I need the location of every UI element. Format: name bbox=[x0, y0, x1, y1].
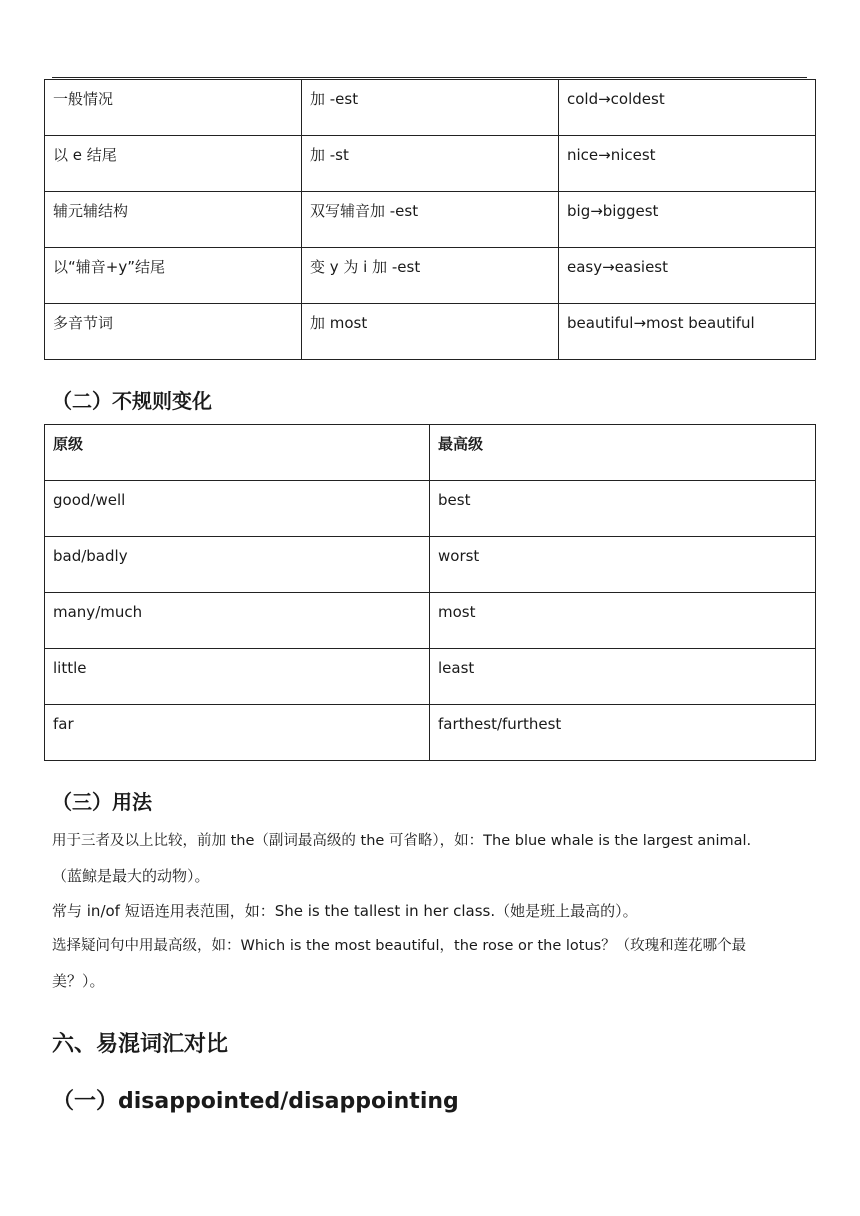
table-row bbox=[45, 304, 816, 360]
irregular-forms-table bbox=[44, 424, 816, 761]
rule-case: 多音节词 bbox=[45, 304, 302, 360]
table-row bbox=[45, 481, 816, 537]
table-row bbox=[45, 705, 816, 761]
section-heading-confusable-words: 六、易混词汇对比 bbox=[52, 1032, 229, 1057]
rule-case: 以 e 结尾 bbox=[45, 136, 302, 192]
positive-form: good/well bbox=[45, 481, 430, 537]
rule-case: 辅元辅结构 bbox=[45, 192, 302, 248]
table-row bbox=[45, 80, 816, 136]
rule-method: 加 -est bbox=[302, 80, 559, 136]
superlative-rules-table bbox=[44, 79, 816, 360]
usage-line: 美？）。 bbox=[52, 972, 105, 990]
positive-form: little bbox=[45, 649, 430, 705]
table-row bbox=[45, 649, 816, 705]
superlative-form: farthest/furthest bbox=[430, 705, 816, 761]
table-row bbox=[45, 537, 816, 593]
section-heading-irregular: （二）不规则变化 bbox=[52, 389, 212, 413]
subsection-heading-disappointed: （一）disappointed/disappointing bbox=[52, 1089, 459, 1114]
table-row bbox=[45, 593, 816, 649]
positive-form: bad/badly bbox=[45, 537, 430, 593]
section-heading-usage: （三）用法 bbox=[52, 790, 152, 814]
positive-form: many/much bbox=[45, 593, 430, 649]
usage-paragraph bbox=[52, 824, 812, 999]
superlative-form: most bbox=[430, 593, 816, 649]
superlative-form: best bbox=[430, 481, 816, 537]
usage-line: （蓝鲸是最大的动物）。 bbox=[52, 867, 210, 885]
top-rule bbox=[52, 77, 807, 78]
table-row bbox=[45, 192, 816, 248]
superlative-form: worst bbox=[430, 537, 816, 593]
table-row bbox=[45, 248, 816, 304]
rule-method: 加 most bbox=[302, 304, 559, 360]
table-header-row bbox=[45, 425, 816, 481]
rule-case: 以“辅音+y”结尾 bbox=[45, 248, 302, 304]
rule-example: big→biggest bbox=[559, 192, 816, 248]
rule-method: 变 y 为 i 加 -est bbox=[302, 248, 559, 304]
rule-example: easy→easiest bbox=[559, 248, 816, 304]
usage-line: 选择疑问句中用最高级，如：Which is the most beautiful，the rose or the lotus？（玫瑰和莲花哪个最 bbox=[52, 938, 747, 954]
header-superlative: 最高级 bbox=[430, 425, 816, 481]
usage-line: 用于三者及以上比较，前加 the（副词最高级的 the 可省略），如：The blue whale is the largest animal. bbox=[52, 833, 752, 849]
usage-line: 常与 in/of 短语连用表范围，如：She is the tallest in her class.（她是班上最高的）。 bbox=[52, 902, 638, 920]
rule-case: 一般情况 bbox=[45, 80, 302, 136]
rule-example: beautiful→most beautiful bbox=[559, 304, 816, 360]
superlative-form: least bbox=[430, 649, 816, 705]
rule-method: 双写辅音加 -est bbox=[302, 192, 559, 248]
rule-example: cold→coldest bbox=[559, 80, 816, 136]
header-positive: 原级 bbox=[45, 425, 430, 481]
positive-form: far bbox=[45, 705, 430, 761]
rule-example: nice→nicest bbox=[559, 136, 816, 192]
rule-method: 加 -st bbox=[302, 136, 559, 192]
table-row bbox=[45, 136, 816, 192]
